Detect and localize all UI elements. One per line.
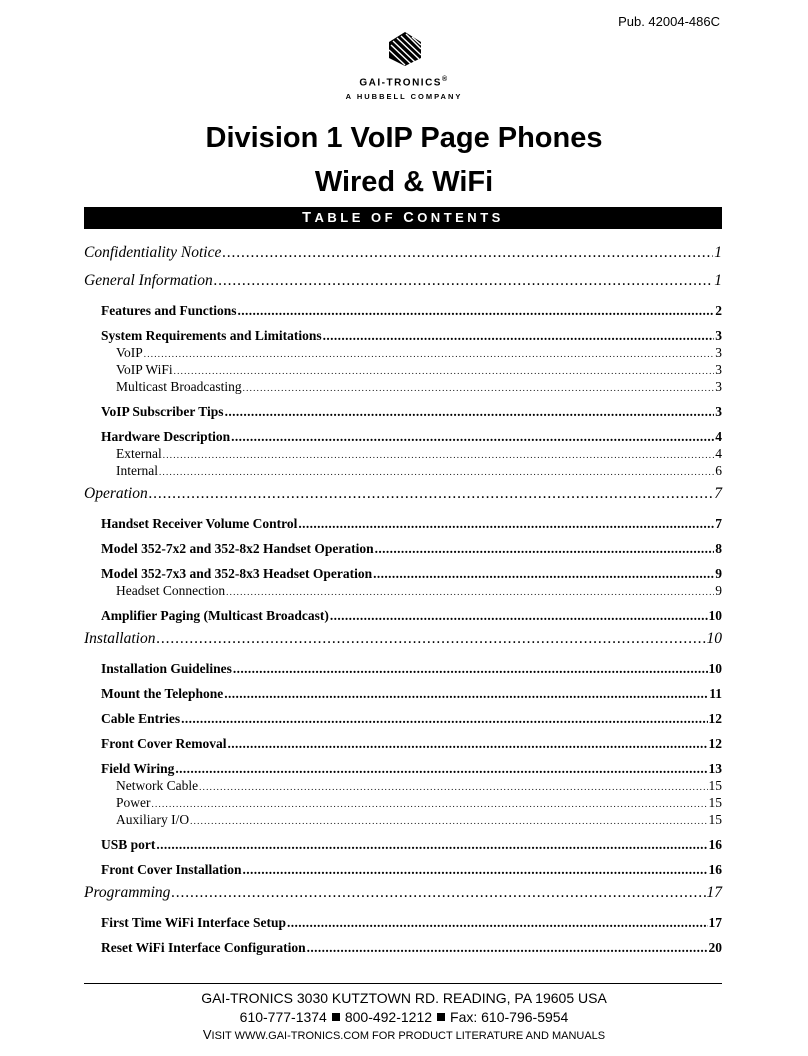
toc-page-number: 17 <box>708 915 722 930</box>
toc-minor-entry[interactable] <box>84 361 722 378</box>
footer-phone-1: 610-777-1374 <box>239 1009 327 1025</box>
table-of-contents <box>84 240 722 956</box>
toc-page-number: 3 <box>715 362 722 377</box>
toc-subsection-entry[interactable] <box>84 607 722 624</box>
toc-entry-label: Cable Entries <box>101 711 181 726</box>
toc-entry-label: VoIP WiFi <box>116 362 173 377</box>
footer-phone-2: 800-492-1212 <box>344 1009 433 1025</box>
toc-leader-dots <box>222 240 713 266</box>
toc-page-number: 7 <box>714 485 722 502</box>
toc-entry-label: Power <box>116 795 151 810</box>
toc-entry-label: Headset Connection <box>116 583 226 598</box>
toc-leader-dots <box>373 565 714 582</box>
bullet-square-icon <box>332 1013 340 1021</box>
toc-entry-label: Model 352-7x2 and 352-8x2 Handset Operation <box>101 541 374 556</box>
toc-entry-label: First Time WiFi Interface Setup <box>101 915 286 930</box>
toc-minor-entry[interactable] <box>84 794 722 811</box>
toc-page-number: 10 <box>708 608 722 623</box>
toc-page-number: 10 <box>706 630 722 647</box>
toc-minor-entry[interactable] <box>84 777 722 794</box>
toc-entry-label: Auxiliary I/O <box>116 812 190 827</box>
toc-entry-label: Installation Guidelines <box>101 661 232 676</box>
toc-heading: TABLE OF CONTENTS <box>84 207 722 229</box>
footer-website-note: VISIT WWW.GAI-TRONICS.COM FOR PRODUCT LITERATURE AND MANUALS <box>202 1027 606 1042</box>
toc-leader-dots <box>149 481 714 507</box>
toc-leader-dots <box>156 626 705 652</box>
toc-section-entry[interactable] <box>84 481 722 507</box>
toc-page-number: 4 <box>715 429 722 444</box>
toc-entry-label: Features and Functions <box>101 303 237 318</box>
toc-subsection-entry[interactable] <box>84 836 722 853</box>
toc-leader-dots <box>224 685 708 702</box>
toc-entry-label: Programming <box>84 884 171 901</box>
toc-leader-dots <box>175 760 707 777</box>
toc-minor-entry[interactable] <box>84 378 722 395</box>
toc-page-number: 16 <box>708 837 722 852</box>
toc-entry-label: Front Cover Installation <box>101 862 242 877</box>
toc-entry-label: Internal <box>116 463 158 478</box>
toc-subsection-entry[interactable] <box>84 710 722 727</box>
toc-entry-label: VoIP <box>116 345 143 360</box>
toc-leader-dots <box>307 939 708 956</box>
toc-minor-entry[interactable] <box>84 445 722 462</box>
toc-page-number: 15 <box>708 795 722 810</box>
toc-page-number: 3 <box>715 404 722 419</box>
toc-leader-dots <box>231 428 714 445</box>
brand-tagline: A HUBBELL COMPANY <box>345 92 463 101</box>
toc-leader-dots <box>181 710 707 727</box>
toc-subsection-entry[interactable] <box>84 939 722 956</box>
toc-page-number: 6 <box>715 463 722 478</box>
bullet-square-icon <box>437 1013 445 1021</box>
registered-mark: ® <box>441 76 449 83</box>
toc-leader-dots <box>225 403 715 420</box>
toc-leader-dots <box>227 735 707 752</box>
toc-page-number: 13 <box>708 761 722 776</box>
toc-section-entry[interactable] <box>84 626 722 652</box>
toc-entry-label: USB port <box>101 837 156 852</box>
toc-leader-dots <box>233 660 708 677</box>
toc-leader-dots <box>171 880 705 906</box>
toc-section-entry[interactable] <box>84 240 722 266</box>
toc-section-entry[interactable] <box>84 268 722 294</box>
toc-minor-entry[interactable] <box>84 462 722 479</box>
toc-section-entry[interactable] <box>84 880 722 906</box>
footer-divider <box>84 983 722 984</box>
toc-entry-label: Hardware Description <box>101 429 231 444</box>
toc-page-number: 12 <box>708 711 722 726</box>
document-subtitle: Wired & WiFi <box>314 166 494 198</box>
brand-name: GAI-TRONICS® <box>359 76 449 89</box>
toc-leader-dots <box>375 540 715 557</box>
toc-leader-dots <box>190 811 707 830</box>
toc-entry-label: Amplifier Paging (Multicast Broadcast) <box>101 608 329 623</box>
gai-tronics-logo-icon <box>385 28 425 68</box>
toc-entry-label: Front Cover Removal <box>101 736 227 751</box>
toc-page-number: 2 <box>715 303 722 318</box>
toc-page-number: 3 <box>715 328 722 343</box>
toc-leader-dots <box>298 515 714 532</box>
toc-leader-dots <box>238 302 715 319</box>
toc-entry-label: External <box>116 446 162 461</box>
toc-page-number: 4 <box>715 446 722 461</box>
document-title: Division 1 VoIP Page Phones <box>205 122 603 154</box>
toc-leader-dots <box>330 607 708 624</box>
toc-entry-label: Operation <box>84 485 148 502</box>
toc-entry-label: Handset Receiver Volume Control <box>101 516 298 531</box>
toc-leader-dots <box>243 378 715 397</box>
toc-entry-label: Field Wiring <box>101 761 175 776</box>
toc-subsection-entry[interactable] <box>84 760 722 777</box>
toc-entry-label: Mount the Telephone <box>101 686 224 701</box>
toc-entry-label: General Information <box>84 272 213 289</box>
footer-fax: Fax: 610-796-5954 <box>450 1009 569 1025</box>
toc-page-number: 15 <box>708 778 722 793</box>
toc-subsection-entry[interactable] <box>84 403 722 420</box>
toc-page-number: 7 <box>715 516 722 531</box>
publication-number: Pub. 42004-486C <box>618 14 720 29</box>
toc-page-number: 1 <box>714 244 722 261</box>
toc-entry-label: Network Cable <box>116 778 199 793</box>
toc-leader-dots <box>323 327 715 344</box>
footer-address: GAI-TRONICS 3030 KUTZTOWN RD. READING, PA 19605 USA <box>201 990 607 1006</box>
toc-minor-entry[interactable] <box>84 344 722 361</box>
toc-subsection-entry[interactable] <box>84 565 722 582</box>
toc-subsection-entry[interactable] <box>84 861 722 878</box>
toc-entry-label: Installation <box>84 630 156 647</box>
toc-leader-dots <box>156 836 707 853</box>
toc-subsection-entry[interactable] <box>84 660 722 677</box>
toc-subsection-entry[interactable] <box>84 685 722 702</box>
toc-leader-dots <box>159 462 714 481</box>
toc-leader-dots <box>226 582 714 601</box>
toc-subsection-entry[interactable] <box>84 302 722 319</box>
toc-page-number: 3 <box>715 345 722 360</box>
toc-page-number: 3 <box>715 379 722 394</box>
toc-subsection-entry[interactable] <box>84 515 722 532</box>
toc-page-number: 20 <box>708 940 722 955</box>
toc-subsection-entry[interactable] <box>84 735 722 752</box>
toc-entry-label: Confidentiality Notice <box>84 244 222 261</box>
toc-page-number: 16 <box>708 862 722 877</box>
toc-page-number: 17 <box>706 884 722 901</box>
toc-page-number: 1 <box>714 272 722 289</box>
toc-page-number: 8 <box>715 541 722 556</box>
toc-page-number: 11 <box>709 686 722 701</box>
toc-subsection-entry[interactable] <box>84 327 722 344</box>
toc-subsection-entry[interactable] <box>84 428 722 445</box>
toc-subsection-entry[interactable] <box>84 914 722 931</box>
toc-entry-label: Model 352-7x3 and 352-8x3 Headset Operation <box>101 566 373 581</box>
toc-leader-dots <box>287 914 708 931</box>
toc-page-number: 9 <box>715 583 722 598</box>
toc-minor-entry[interactable] <box>84 582 722 599</box>
toc-entry-label: Reset WiFi Interface Configuration <box>101 940 306 955</box>
toc-page-number: 9 <box>715 566 722 581</box>
toc-entry-label: Multicast Broadcasting <box>116 379 242 394</box>
toc-page-number: 15 <box>708 812 722 827</box>
toc-leader-dots <box>243 861 708 878</box>
toc-entry-label: System Requirements and Limitations <box>101 328 322 343</box>
toc-minor-entry[interactable] <box>84 811 722 828</box>
toc-subsection-entry[interactable] <box>84 540 722 557</box>
toc-page-number: 10 <box>708 661 722 676</box>
toc-page-number: 12 <box>708 736 722 751</box>
footer-contacts <box>0 1009 808 1025</box>
toc-entry-label: VoIP Subscriber Tips <box>101 404 224 419</box>
toc-leader-dots <box>214 268 714 294</box>
